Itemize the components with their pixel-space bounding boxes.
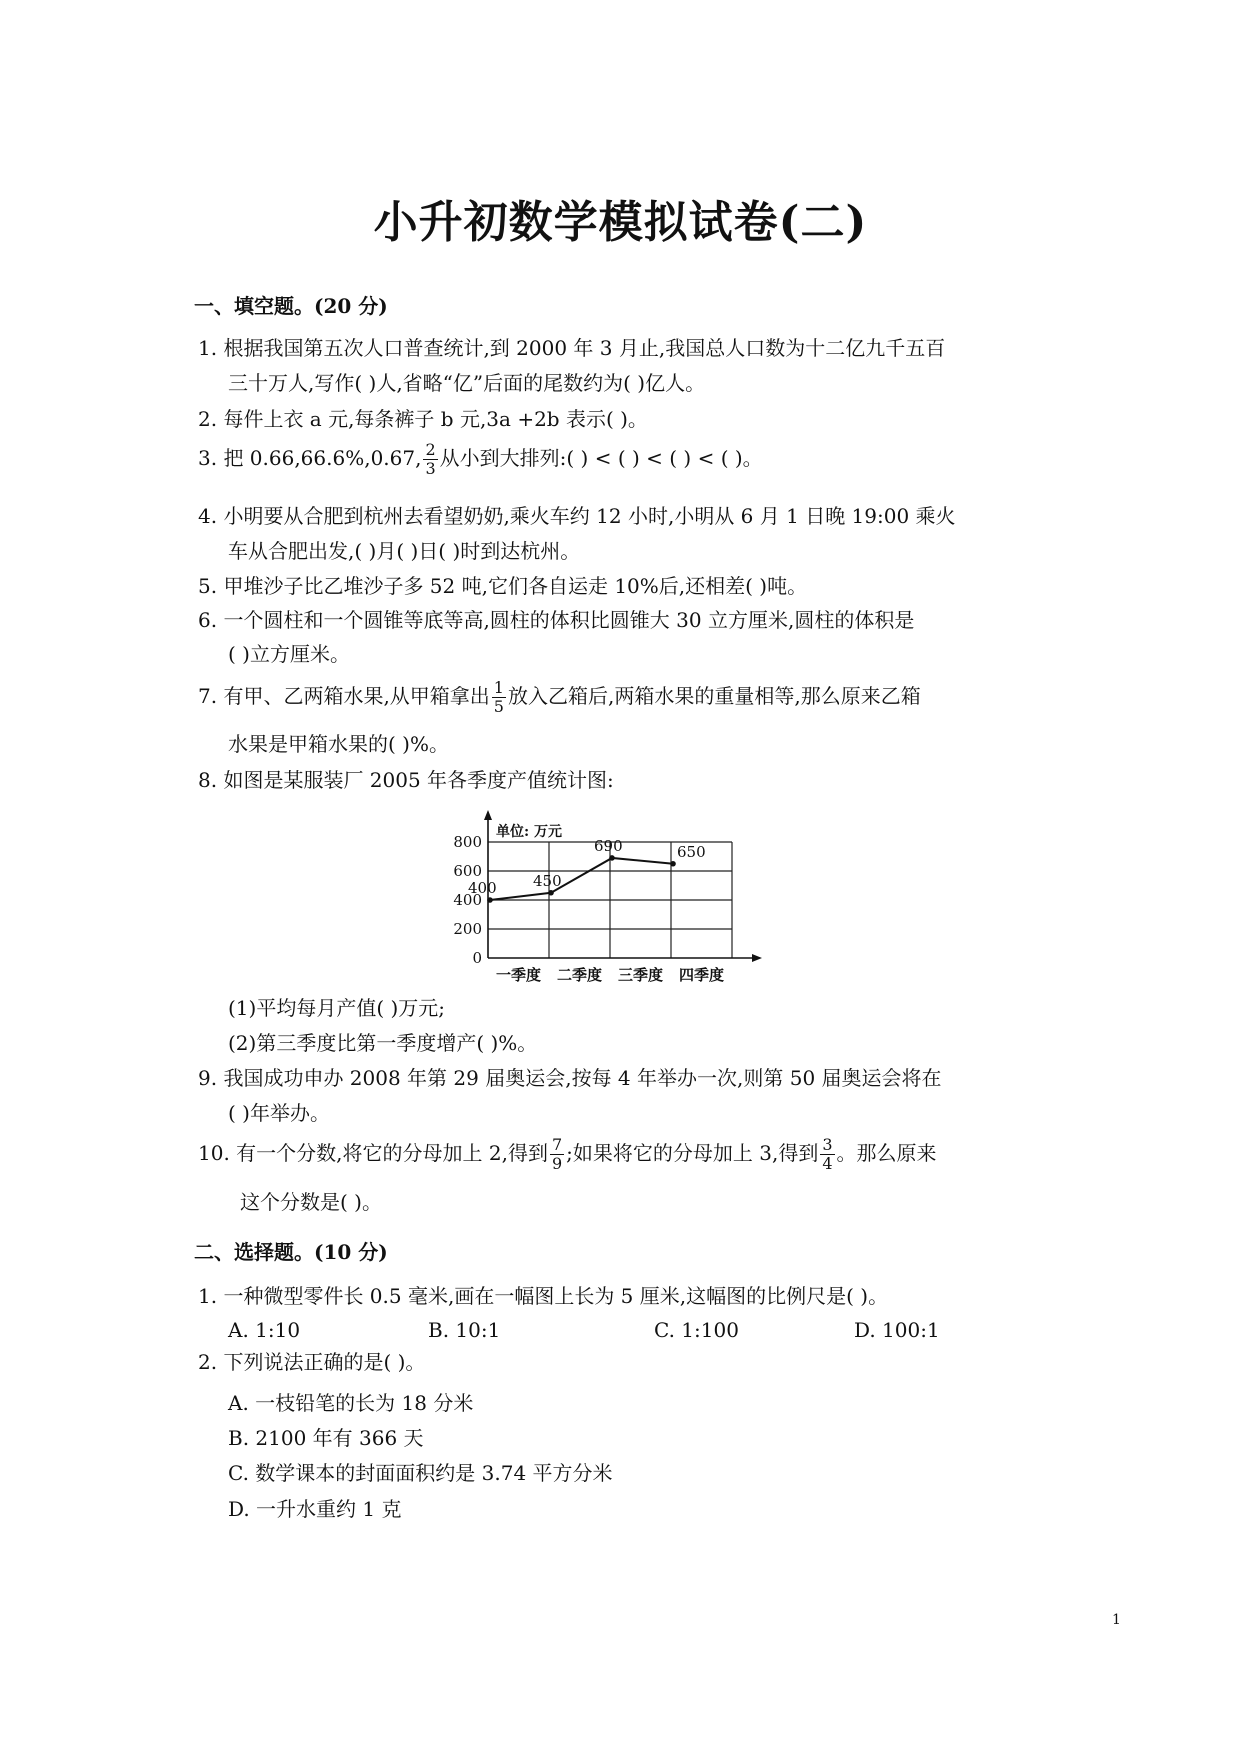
x-category-label: 三季度 xyxy=(617,966,664,984)
c2-option-b: B. 2100 年有 366 天 xyxy=(228,1426,424,1450)
data-point xyxy=(487,897,493,903)
y-tick-label: 400 xyxy=(453,891,482,909)
q7-fraction-numerator: 1 xyxy=(493,678,504,697)
c1-option-c: C. 1:100 xyxy=(654,1318,739,1342)
q3-fraction-numerator: 2 xyxy=(425,440,436,459)
c1-option-d: D. 100:1 xyxy=(854,1318,940,1342)
c1-stem: 1. 一种微型零件长 0.5 毫米,画在一幅图上长为 5 厘米,这幅图的比例尺是( )。 xyxy=(198,1284,889,1308)
data-point xyxy=(609,855,615,861)
q3-line xyxy=(198,442,763,477)
q3-text-post: 从小到大排列:( ) < ( ) < ( ) < ( )。 xyxy=(439,446,763,470)
q3-fraction xyxy=(423,442,437,477)
chart-unit-label: 单位: 万元 xyxy=(496,824,563,840)
c1-option-a: A. 1:10 xyxy=(228,1318,301,1342)
q9-line-1: 9. 我国成功申办 2008 年第 29 届奥运会,按每 4 年举办一次,则第 50 届奥运会将在 xyxy=(198,1066,942,1090)
y-tick-label: 800 xyxy=(453,833,482,851)
q7-text-post: 放入乙箱后,两箱水果的重量相等,那么原来乙箱 xyxy=(507,684,921,708)
data-label: 650 xyxy=(677,842,706,861)
data-point xyxy=(670,861,676,867)
q10-text-mid: ;如果将它的分母加上 3,得到 xyxy=(566,1141,819,1165)
data-label: 690 xyxy=(594,836,623,855)
c2-stem: 2. 下列说法正确的是( )。 xyxy=(198,1350,426,1374)
q10-fraction-2-numerator: 3 xyxy=(822,1135,833,1154)
c2-option-a: A. 一枝铅笔的长为 18 分米 xyxy=(228,1391,474,1415)
q6-line-2: ( )立方厘米。 xyxy=(228,642,350,666)
q10-fraction-1-numerator: 7 xyxy=(551,1135,563,1154)
section-heading-fill-in: 一、填空题。(20 分) xyxy=(194,294,388,318)
q10-text-pre: 10. 有一个分数,将它的分母加上 2,得到 xyxy=(198,1141,548,1165)
data-label: 450 xyxy=(533,871,562,890)
c2-option-d: D. 一升水重约 1 克 xyxy=(228,1497,402,1521)
section-heading-multiple-choice: 二、选择题。(10 分) xyxy=(194,1240,388,1264)
page-title: 小升初数学模拟试卷(二) xyxy=(373,197,868,248)
c1-option-b: B. 10:1 xyxy=(428,1318,501,1342)
data-label: 400 xyxy=(468,879,497,897)
x-category-label: 一季度 xyxy=(495,966,542,984)
q9-line-2: ( )年举办。 xyxy=(228,1101,330,1125)
y-tick-label: 200 xyxy=(453,920,482,938)
q8-line-1: 8. 如图是某服装厂 2005 年各季度产值统计图: xyxy=(198,768,614,792)
q1-line-2: 三十万人,写作( )人,省略“亿”后面的尾数约为( )亿人。 xyxy=(228,371,706,395)
x-axis-arrow xyxy=(752,954,762,962)
q1-line-1: 1. 根据我国第五次人口普查统计,到 2000 年 3 月止,我国总人口数为十二亿九千五百 xyxy=(198,336,946,360)
q10-text-post: 。那么原来 xyxy=(836,1141,937,1165)
data-point xyxy=(548,890,554,896)
q10-fraction-1-denominator: 9 xyxy=(551,1154,563,1173)
y-axis-arrow xyxy=(484,810,492,820)
q4-line-1: 4. 小明要从合肥到杭州去看望奶奶,乘火车约 12 小时,小明从 6 月 1 日晚 19:00 乘火 xyxy=(198,504,956,528)
series-line xyxy=(490,858,673,900)
page-number: 1 xyxy=(1112,1612,1121,1628)
q8-sub-2: (2)第三季度比第一季度增产( )%。 xyxy=(228,1031,538,1055)
q3-text-pre: 3. 把 0.66,66.6%,0.67, xyxy=(198,446,422,470)
quarterly-output-line-chart xyxy=(420,800,840,990)
q7-fraction-denominator: 5 xyxy=(493,697,504,716)
q10-fraction-2-denominator: 4 xyxy=(822,1154,833,1173)
q2-line: 2. 每件上衣 a 元,每条裤子 b 元,3a +2b 表示( )。 xyxy=(198,407,648,431)
q7-text-pre: 7. 有甲、乙两箱水果,从甲箱拿出 xyxy=(198,684,490,708)
q8-sub-1: (1)平均每月产值( )万元; xyxy=(228,996,446,1020)
q10-line-2: 这个分数是( )。 xyxy=(240,1190,382,1214)
y-tick-label: 0 xyxy=(472,949,482,967)
q7-line-1 xyxy=(198,680,921,715)
q6-line-1: 6. 一个圆柱和一个圆锥等底等高,圆柱的体积比圆锥大 30 立方厘米,圆柱的体积是 xyxy=(198,608,915,632)
q7-line-2: 水果是甲箱水果的( )%。 xyxy=(228,732,449,756)
c2-option-c: C. 数学课本的封面面积约是 3.74 平方分米 xyxy=(228,1461,613,1485)
q10-fraction-1 xyxy=(550,1137,564,1172)
q10-fraction-2 xyxy=(820,1137,834,1172)
q5-line: 5. 甲堆沙子比乙堆沙子多 52 吨,它们各自运走 10%后,还相差( )吨。 xyxy=(198,574,808,598)
q7-fraction xyxy=(492,680,506,715)
q10-line-1 xyxy=(198,1137,937,1172)
x-category-label: 四季度 xyxy=(678,966,725,984)
x-category-label: 二季度 xyxy=(556,966,603,984)
q3-fraction-denominator: 3 xyxy=(425,459,436,478)
q4-line-2: 车从合肥出发,( )月( )日( )时到达杭州。 xyxy=(228,539,581,563)
y-tick-label: 600 xyxy=(453,862,482,880)
